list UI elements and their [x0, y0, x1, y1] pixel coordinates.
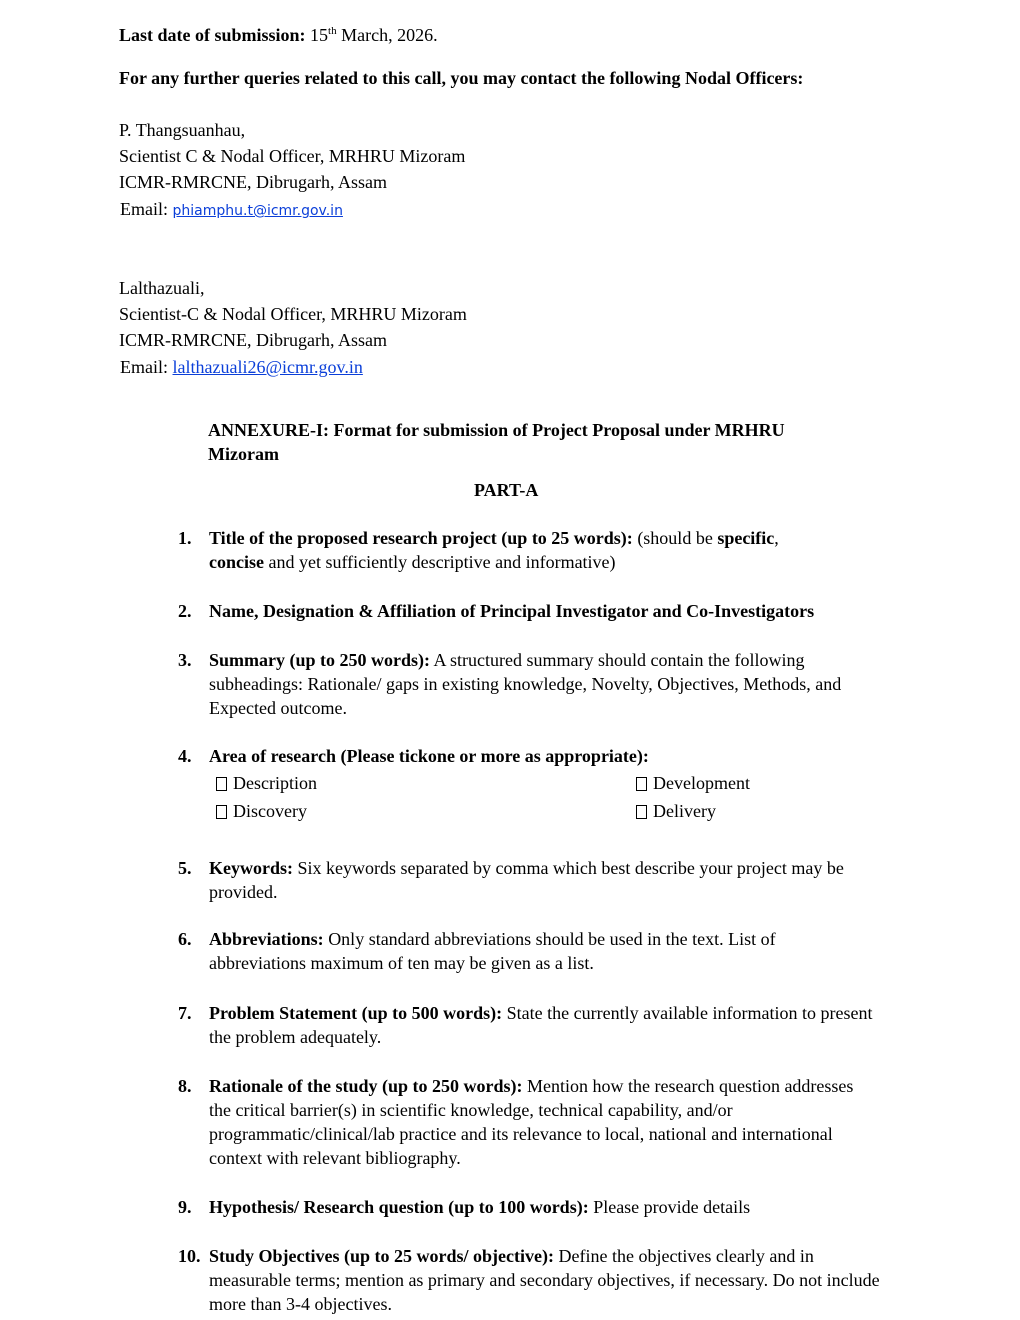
- checkbox-icon[interactable]: [636, 777, 647, 791]
- item-10-number: 10.: [178, 1246, 201, 1266]
- checkbox-icon[interactable]: [216, 805, 227, 819]
- officer-2-email-label: Email:: [120, 357, 173, 377]
- officer-1-name: P. Thangsuanhau,: [119, 120, 246, 140]
- last-date-day: 15: [310, 25, 329, 45]
- item-5: Keywords: Six keywords separated by comma which best describe your project may be provided.: [209, 858, 844, 902]
- officer-1-email-link[interactable]: phiamphu.t@icmr.gov.in: [172, 203, 343, 219]
- officer-2-designation: Scientist-C & Nodal Officer, MRHRU Mizoram: [119, 304, 467, 324]
- item-1-heading: Title of the proposed research project (up to 25 words):: [209, 528, 633, 548]
- item-10-heading: Study Objectives (up to 25 words/ objective):: [209, 1246, 554, 1266]
- item-1-number: 1.: [178, 528, 192, 548]
- item-4: [209, 744, 899, 768]
- officer-1-institution: ICMR-RMRCNE, Dibrugarh, Assam: [119, 172, 388, 192]
- item-3: Summary (up to 250 words): A structured summary should contain the following subheadings: Rationale/ gaps in existing knowledge, Novelty, Objectives, Methods, and Expected outcome.: [209, 650, 842, 718]
- item-6: Abbreviations: Only standard abbreviations should be used in the text. List of abbreviations maximum of ten may be given as a list.: [209, 929, 776, 973]
- area-option-development[interactable]: Development: [636, 771, 750, 795]
- item-8-number: 8.: [178, 1076, 192, 1096]
- item-1: Title of the proposed research project (up to 25 words): (should be specific, concise and yet sufficiently descriptive and informative): [209, 528, 779, 572]
- item-7-number: 7.: [178, 1003, 192, 1023]
- checkbox-icon[interactable]: [636, 805, 647, 819]
- item-7: Problem Statement (up to 500 words): State the currently available information to present the problem adequately.: [209, 1003, 873, 1047]
- last-date-label: Last date of submission:: [119, 25, 306, 45]
- item-7-heading: Problem Statement (up to 500 words):: [209, 1003, 503, 1023]
- item-5-number: 5.: [178, 858, 192, 878]
- officer-2-name: Lalthazuali,: [119, 278, 205, 298]
- item-3-number: 3.: [178, 650, 192, 670]
- item-9-heading: Hypothesis/ Research question (up to 100 words):: [209, 1197, 589, 1217]
- item-10: Study Objectives (up to 25 words/ objective): Define the objectives clearly and in measurable terms; mention as primary and secondary objectives, if necessary. Do not include more than 3-4 objectives.: [209, 1246, 880, 1314]
- item-2: [209, 599, 929, 623]
- item-4-heading: Area of research (Please tickone or more as appropriate):: [209, 746, 649, 766]
- officer-1-designation: Scientist C & Nodal Officer, MRHRU Mizoram: [119, 146, 466, 166]
- item-6-number: 6.: [178, 929, 192, 949]
- annexure-title-line2: Mizoram: [208, 444, 279, 464]
- last-date-line: [119, 23, 438, 47]
- item-8: Rationale of the study (up to 250 words): Mention how the research question addresses the critical barrier(s) in scientific knowledge, technical capability, and/or programmatic/clinical/lab practice and its relevance to local, national and international context with relevant bibliography.: [209, 1076, 854, 1168]
- item-8-heading: Rationale of the study (up to 250 words):: [209, 1076, 523, 1096]
- last-date-suffix: th: [328, 25, 337, 37]
- area-option-description[interactable]: Description: [216, 771, 317, 795]
- item-2-heading: Name, Designation & Affiliation of Principal Investigator and Co-Investigators: [209, 601, 815, 621]
- queries-heading: For any further queries related to this call, you may contact the following Nodal Officers:: [119, 68, 804, 88]
- item-9-number: 9.: [178, 1197, 192, 1217]
- officer-1-email-line: [120, 197, 343, 223]
- item-3-heading: Summary (up to 250 words):: [209, 650, 431, 670]
- item-2-number: 2.: [178, 601, 192, 621]
- area-option-discovery[interactable]: Discovery: [216, 799, 307, 823]
- annexure-title-line1: ANNEXURE-I: Format for submission of Project Proposal under MRHRU: [208, 420, 785, 440]
- item-5-heading: Keywords:: [209, 858, 293, 878]
- officer-2-email-line: [120, 355, 363, 379]
- last-date-rest: March, 2026.: [336, 25, 438, 45]
- part-heading: PART-A: [474, 480, 539, 500]
- item-9: Hypothesis/ Research question (up to 100 words): Please provide details: [209, 1197, 751, 1217]
- checkbox-icon[interactable]: [216, 777, 227, 791]
- officer-2-email-link[interactable]: lalthazuali26@icmr.gov.in: [172, 357, 363, 377]
- officer-2-institution: ICMR-RMRCNE, Dibrugarh, Assam: [119, 330, 388, 350]
- item-6-heading: Abbreviations:: [209, 929, 324, 949]
- item-4-number: 4.: [178, 746, 192, 766]
- officer-1-email-label: Email:: [120, 199, 173, 219]
- area-option-delivery[interactable]: Delivery: [636, 799, 716, 823]
